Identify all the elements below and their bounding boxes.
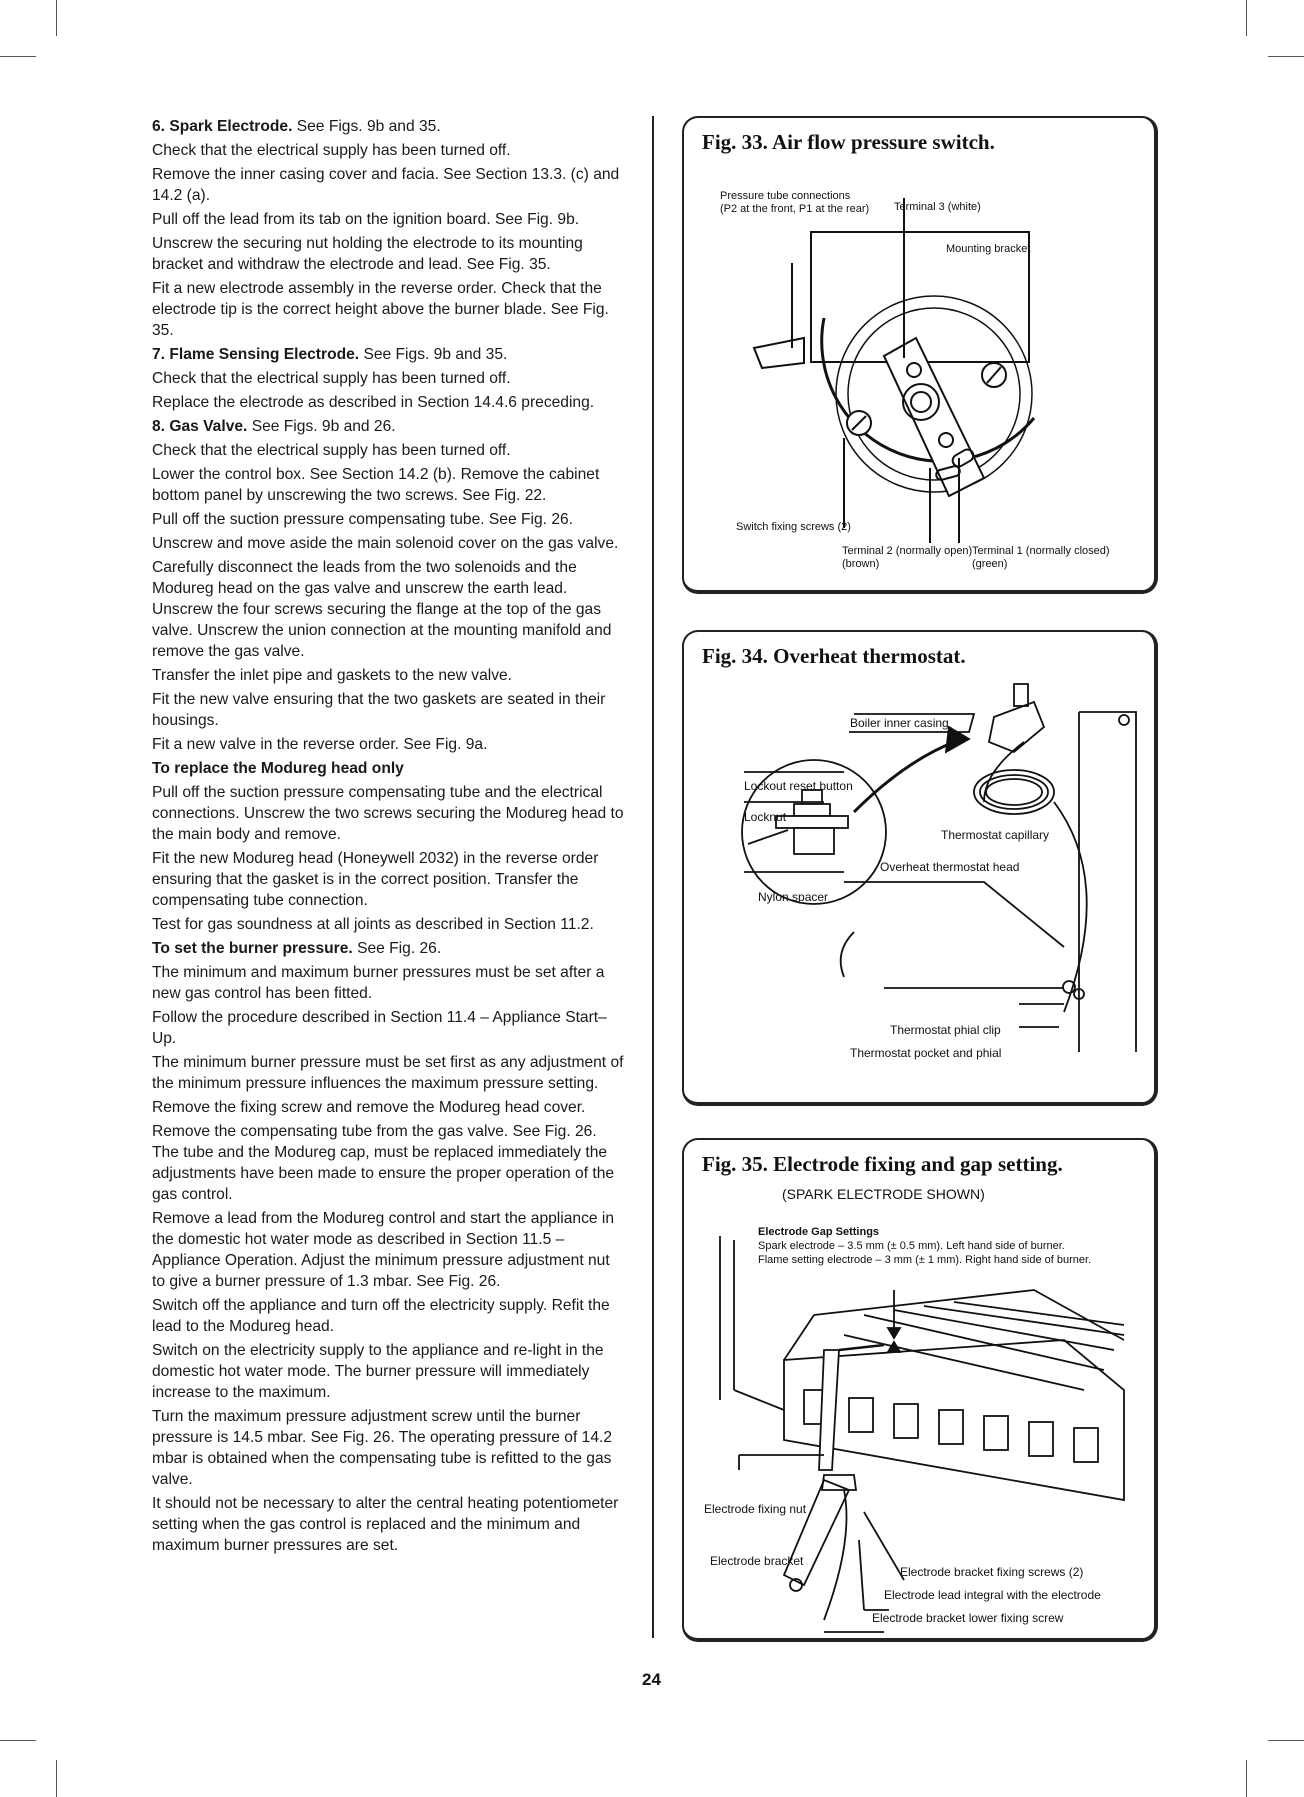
crop-mark — [56, 0, 57, 36]
paragraph-text: Fit a new electrode assembly in the reverse order. Check that the electrode tip is the correct height above the burner blade. See Fig. 35. — [152, 280, 609, 339]
paragraph — [152, 848, 626, 911]
paragraph-heading: To set the burner pressure. — [152, 940, 353, 957]
paragraph — [152, 392, 626, 413]
crop-mark — [1246, 0, 1247, 36]
paragraph — [152, 557, 626, 662]
label-switch-fixing-screws: Switch fixing screws (2) — [736, 521, 851, 533]
paragraph — [152, 209, 626, 230]
paragraph-text: Unscrew the securing nut holding the electrode to its mounting bracket and withdraw the electrode and lead. See Fig. 35. — [152, 235, 583, 273]
label-lockout-reset: Lockout reset button — [744, 779, 853, 793]
paragraph-text: Pull off the suction pressure compensating tube and the electrical connections. Unscrew the two screws securing the Modureg head to the main body and remove. — [152, 784, 624, 843]
paragraph-text: Transfer the inlet pipe and gaskets to the new valve. — [152, 667, 513, 684]
paragraph-text: Lower the control box. See Section 14.2 (b). Remove the cabinet bottom panel by unscrewing the two screws. See Fig. 22. — [152, 466, 600, 504]
crop-mark — [1246, 1760, 1247, 1797]
paragraph-text: Check that the electrical supply has been turned off. — [152, 442, 511, 459]
paragraph-text: Fit the new valve ensuring that the two gaskets are seated in their housings. — [152, 691, 606, 729]
label-thermostat-capillary: Thermostat capillary — [941, 828, 1050, 842]
paragraph-text: Remove a lead from the Modureg control and start the appliance in the domestic hot water mode as described in Section 11.5 – Appliance Operation. Adjust the minimum pressure adjustment nut to give a burner pressure of 1.3 mbar. See Fig. 26. — [152, 1210, 615, 1290]
figure-33-title: Fig. 33. Air flow pressure switch. — [702, 130, 995, 154]
paragraph — [152, 344, 626, 365]
paragraph — [152, 164, 626, 206]
paragraph-text: See Figs. 9b and 35. — [359, 346, 508, 363]
label-electrode-bracket: Electrode bracket — [710, 1554, 804, 1568]
paragraph-text: The minimum burner pressure must be set first as any adjustment of the minimum pressure influences the maximum pressure setting. — [152, 1054, 624, 1092]
paragraph — [152, 689, 626, 731]
label-pocket-phial: Thermostat pocket and phial — [850, 1046, 1002, 1060]
paragraph — [152, 914, 626, 935]
label-electrode-fixing-nut: Electrode fixing nut — [704, 1502, 807, 1516]
paragraph-text: See Fig. 26. — [352, 940, 442, 957]
column-divider — [652, 116, 654, 1638]
paragraph — [152, 1340, 626, 1403]
paragraph — [152, 1406, 626, 1490]
figure-34-panel — [682, 630, 1158, 1106]
paragraph-heading: 6. Spark Electrode. — [152, 118, 293, 135]
figure-35-title: Fig. 35. Electrode fixing and gap setting. — [702, 1152, 1063, 1176]
label-bracket-fixing-screws: Electrode bracket fixing screws (2) — [900, 1565, 1084, 1579]
paragraph — [152, 1097, 626, 1118]
label-overheat-head: Overheat thermostat head — [880, 860, 1020, 874]
label-phial-clip: Thermostat phial clip — [890, 1023, 1001, 1037]
figure-34-title: Fig. 34. Overheat thermostat. — [702, 644, 966, 668]
paragraph — [152, 1007, 626, 1049]
label-locknut: Locknut — [744, 810, 787, 824]
label-lead-integral: Electrode lead integral with the electrode — [884, 1588, 1101, 1602]
paragraph-text: Turn the maximum pressure adjustment screw until the burner pressure is 14.5 mbar. See Fig. 26. The operating pressure of 14.2 mbar is obtained when the compensating tube is refitted to the gas valve. — [152, 1408, 612, 1488]
figure-35-panel — [682, 1138, 1158, 1642]
crop-mark — [1268, 1740, 1304, 1741]
label-mounting-bracket: Mounting bracket — [946, 243, 1031, 255]
paragraph — [152, 962, 626, 1004]
paragraph — [152, 464, 626, 506]
air-flow-pressure-switch-drawing — [684, 118, 1154, 590]
crop-mark — [0, 56, 36, 57]
paragraph-text: Check that the electrical supply has been turned off. — [152, 370, 511, 387]
paragraph — [152, 278, 626, 341]
label-terminal-3: Terminal 3 (white) — [894, 201, 981, 213]
label-terminal-1-colour: (green) — [972, 558, 1008, 570]
paragraph-text: Unscrew and move aside the main solenoid cover on the gas valve. — [152, 535, 619, 552]
paragraph — [152, 1121, 626, 1205]
instructions-column — [152, 116, 626, 1559]
paragraph — [152, 140, 626, 161]
label-pressure-tube-note: (P2 at the front, P1 at the rear) — [720, 203, 870, 215]
label-terminal-2: Terminal 2 (normally open) — [842, 545, 973, 557]
paragraph-text: It should not be necessary to alter the central heating potentiometer setting when the gas control is replaced and the minimum and maximum burner pressures are set. — [152, 1495, 619, 1554]
paragraph-text: Switch off the appliance and turn off the electricity supply. Refit the lead to the Modureg head. — [152, 1297, 610, 1335]
paragraph-text: See Figs. 9b and 35. — [292, 118, 441, 135]
paragraph — [152, 440, 626, 461]
paragraph-text: Test for gas soundness at all joints as described in Section 11.2. — [152, 916, 594, 933]
paragraph-text: Pull off the lead from its tab on the ignition board. See Fig. 9b. — [152, 211, 580, 228]
label-gap-flame: Flame setting electrode – 3 mm (± 1 mm). Right hand side of burner. — [758, 1254, 1092, 1266]
paragraph — [152, 116, 626, 137]
paragraph-text: Carefully disconnect the leads from the two solenoids and the Modureg head on the gas valve and unscrew the earth lead. Unscrew the four screws securing the flange at the top of the gas valve. Unscrew the union connection at the mounting manifold and remove the gas valve. — [152, 559, 612, 660]
paragraph — [152, 1052, 626, 1094]
label-gap-spark: Spark electrode – 3.5 mm (± 0.5 mm). Left hand side of burner. — [758, 1240, 1065, 1252]
crop-mark — [1268, 56, 1304, 57]
paragraph-text: Remove the inner casing cover and facia. See Section 13.3. (c) and 14.2 (a). — [152, 166, 620, 204]
paragraph — [152, 368, 626, 389]
paragraph — [152, 509, 626, 530]
paragraph-text: Switch on the electricity supply to the appliance and re-light in the domestic hot water mode. The burner pressure will immediately increase to the maximum. — [152, 1342, 604, 1401]
paragraph — [152, 416, 626, 437]
paragraph — [152, 758, 626, 779]
paragraph-heading: 8. Gas Valve. — [152, 418, 248, 435]
paragraph-text: Fit the new Modureg head (Honeywell 2032) in the reverse order ensuring that the gasket is in the correct position. Transfer the compensating tube connection. — [152, 850, 599, 909]
paragraph — [152, 1208, 626, 1292]
crop-mark — [0, 1740, 36, 1741]
page-number: 24 — [642, 1670, 661, 1689]
crop-mark — [56, 1760, 57, 1797]
paragraph — [152, 665, 626, 686]
figure-35-subtitle: (SPARK ELECTRODE SHOWN) — [782, 1186, 985, 1202]
label-gap-heading: Electrode Gap Settings — [758, 1226, 880, 1238]
paragraph-text: Remove the fixing screw and remove the Modureg head cover. — [152, 1099, 586, 1116]
paragraph — [152, 938, 626, 959]
paragraph — [152, 1295, 626, 1337]
paragraph-text: Check that the electrical supply has been turned off. — [152, 142, 511, 159]
label-bracket-lower-screw: Electrode bracket lower fixing screw — [872, 1611, 1064, 1625]
paragraph — [152, 782, 626, 845]
label-pressure-tube: Pressure tube connections — [720, 190, 851, 202]
paragraph — [152, 1493, 626, 1556]
figure-33-panel — [682, 116, 1158, 594]
paragraph — [152, 233, 626, 275]
paragraph-text: Pull off the suction pressure compensating tube. See Fig. 26. — [152, 511, 573, 528]
paragraph-text: Remove the compensating tube from the gas valve. See Fig. 26. The tube and the Modureg cap, must be replaced immediately the adjustments have been made to ensure the proper operation of the gas control. — [152, 1123, 615, 1203]
label-terminal-1: Terminal 1 (normally closed) — [972, 545, 1110, 557]
paragraph — [152, 734, 626, 755]
paragraph-heading: 7. Flame Sensing Electrode. — [152, 346, 360, 363]
paragraph-text: The minimum and maximum burner pressures must be set after a new gas control has been fitted. — [152, 964, 605, 1002]
label-boiler-inner-casing: Boiler inner casing — [850, 716, 949, 730]
paragraph-text: See Figs. 9b and 26. — [247, 418, 396, 435]
paragraph-text: Fit a new valve in the reverse order. See Fig. 9a. — [152, 736, 488, 753]
label-terminal-2-colour: (brown) — [842, 558, 880, 570]
label-nylon-spacer: Nylon spacer — [758, 890, 829, 904]
paragraph — [152, 533, 626, 554]
paragraph-text: Replace the electrode as described in Section 14.4.6 preceding. — [152, 394, 595, 411]
paragraph-text: Follow the procedure described in Section 11.4 – Appliance Start–Up. — [152, 1009, 607, 1047]
paragraph-heading: To replace the Modureg head only — [152, 760, 404, 777]
